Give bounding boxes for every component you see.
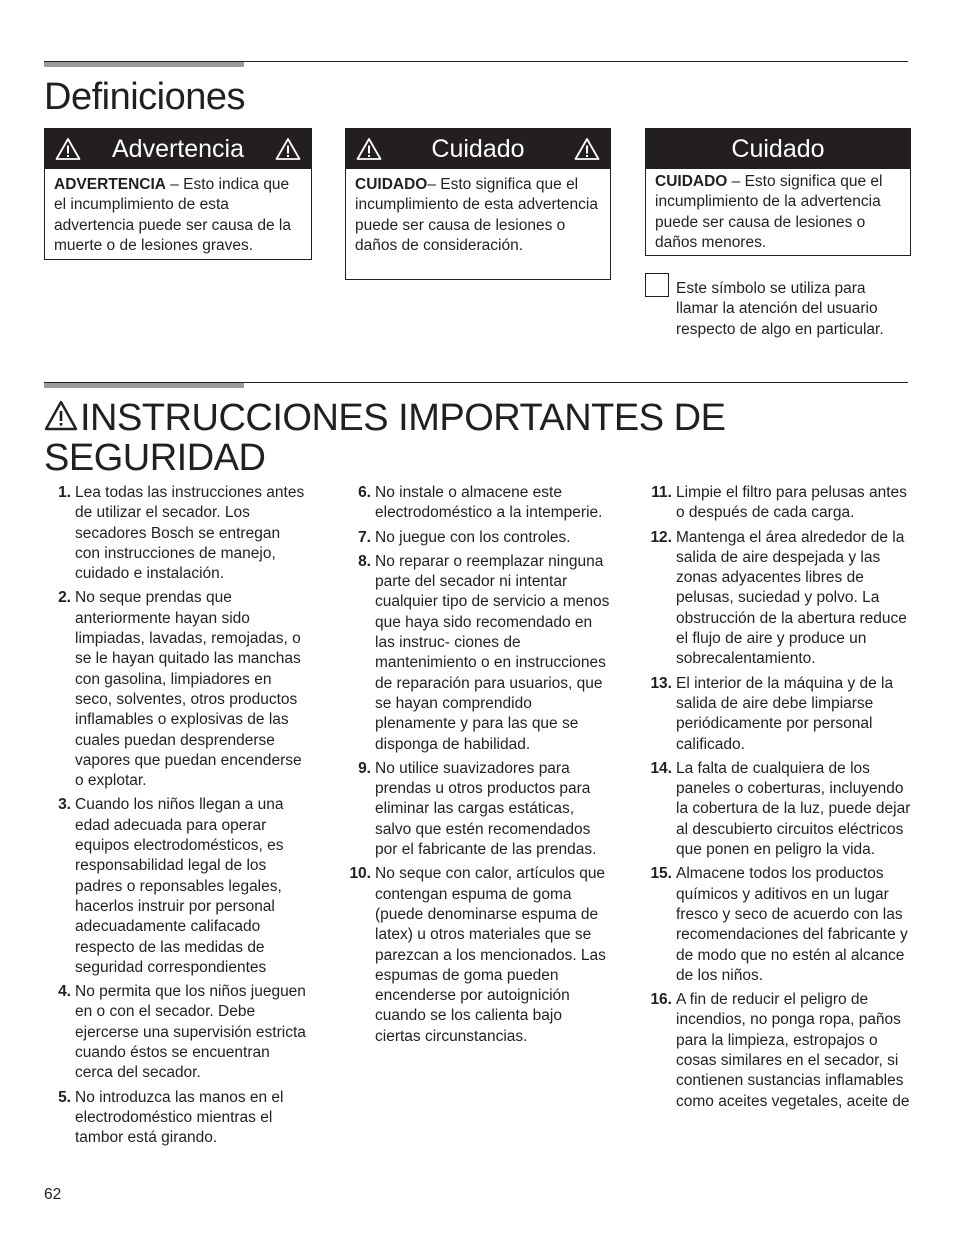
list-item: 3. Cuando los niños llegan a una edad adecuada para operar equipos electrodomésticos, es responsabilidad legal de los padres o reponsables legales, hacerlos instruir por personal adecuadamente califacado respecto de las medidas de seguridad correspondientes xyxy=(58,796,284,976)
page-number: 62 xyxy=(44,1186,62,1203)
section-rule xyxy=(44,382,908,383)
list-item: 14. La falta de cualquiera de los paneles o coberturas, incluyendo la cobertura de la luz, puede dejar al descubierto circuitos eléctricos que ponen en peligro la vida. xyxy=(650,759,911,859)
advertencia-header xyxy=(45,129,311,169)
page-title: Definiciones xyxy=(44,76,245,118)
list-item: 8. No reparar o reemplazar ninguna parte del secador ni intentar cualquier tipo de servicio a menos que haya sido recomendado en las instruc- ciones de mantenimiento o en instrucciones de reparación para usuarios, que se hayan comprendido plenamente y para las que se disponga de habilidad. xyxy=(358,552,610,753)
list-item: 11. Limpie el filtro para pelusas antes o después de cada carga. xyxy=(651,484,907,522)
list-item: 15. Almacene todos los productos químicos y aditivos en un lugar fresco y seco de acuerdo con las recomendaciones del fabricante y de modo que no estén al alcance de los niños. xyxy=(650,865,908,984)
list-item: 7. No juegue con los controles. xyxy=(358,528,571,546)
cuidado-warning-header xyxy=(346,129,610,169)
cuidado-label: Cuidado xyxy=(731,134,825,163)
safety-column-3 xyxy=(644,483,912,1116)
list-item: 13. El interior de la máquina y de la salida de aire debe limpiarse periódicamente por personal calificado. xyxy=(650,674,894,753)
warning-triangle-icon xyxy=(574,137,600,161)
list-item: 16. A fin de reducir el peligro de incendios, no ponga ropa, paños para la limpieza, estropajos o cosas similares en el secador, si contienen sustancias inflamables como aceites vegetales, aceite de xyxy=(650,991,910,1110)
cuidado-header xyxy=(646,129,910,169)
list-item: 2. No seque prendas que anteriormente hayan sido limpiadas, lavadas, remojadas, o se le hayan quitado las manchas con gasolina, limpiadores en seco, solventes, otros productos inflamables o explosivas de las cuales puedan desprenderse vapores que puedan encenderse o explotar. xyxy=(58,589,302,790)
warning-triangle-icon xyxy=(356,137,382,161)
safety-column-2 xyxy=(344,483,611,1051)
warning-triangle-icon xyxy=(275,137,301,161)
cuidado-warning-text: CUIDADO– Esto significa que el incumplimiento de esta advertencia puede ser causa de lesiones o daños de consideración. xyxy=(355,176,598,255)
cuidado-box xyxy=(645,128,911,256)
safety-column-1 xyxy=(44,483,309,1153)
list-item: 9. No utilice suavizadores para prendas u otros productos para eliminar las cargas estáticas, salvo que estén recomendados por el fabricante de las prendas. xyxy=(358,759,597,859)
cuidado-warning-label: Cuidado xyxy=(431,134,525,163)
attention-symbol-note: Este símbolo se utiliza para llamar la atención del usuario respecto de algo en particular. xyxy=(676,280,884,338)
warning-triangle-icon xyxy=(44,400,78,432)
attention-symbol-square xyxy=(645,273,669,297)
list-item: 6. No instale o almacene este electrodoméstico a la intemperie. xyxy=(358,484,603,522)
advertencia-label: Advertencia xyxy=(111,134,245,163)
list-item: 12. Mantenga el área alrededor de la salida de aire despejada y las zonas adyacentes libres de pelusas, suciedad y polvo. La obstrucción de la abertura reduce el flujo de aire y produce un sobrecalentamiento. xyxy=(650,528,907,668)
cuidado-text: CUIDADO – Esto significa que el incumplimiento de la advertencia puede ser causa de lesiones o daños menores. xyxy=(655,173,883,252)
list-item: 1. Lea todas las instrucciones antes de utilizar el secador. Los secadores Bosch se entregan con instrucciones de manejo, cuidado e instalación. xyxy=(58,484,305,583)
advertencia-text: ADVERTENCIA – Esto indica que el incumplimiento de esta advertencia puede ser causa de la muerte o de lesiones graves. xyxy=(54,176,291,255)
warning-triangle-icon xyxy=(55,137,81,161)
list-item: 5. No introduzca las manos en el electrodoméstico mientras el tambor está girando. xyxy=(58,1088,284,1147)
safety-title: INSTRUCCIONES IMPORTANTES DE SEGURIDAD xyxy=(44,397,726,479)
list-item: 4. No permita que los niños jueguen en o con el secador. Debe ejercerse una supervisión estricta cuando éstos se encuentran cerca del secador. xyxy=(58,983,306,1082)
list-item: 10. No seque con calor, artículos que contengan espuma de goma (puede denominarse espuma de latex) u otros materiales que se parezcan a los mencionados. Las espumas de goma pueden encenderse por autoignición cuando se los calienta bajo ciertas circunstancias. xyxy=(349,865,606,1045)
section-rule xyxy=(44,61,908,62)
cuidado-warning-box xyxy=(345,128,611,280)
advertencia-box xyxy=(44,128,312,260)
